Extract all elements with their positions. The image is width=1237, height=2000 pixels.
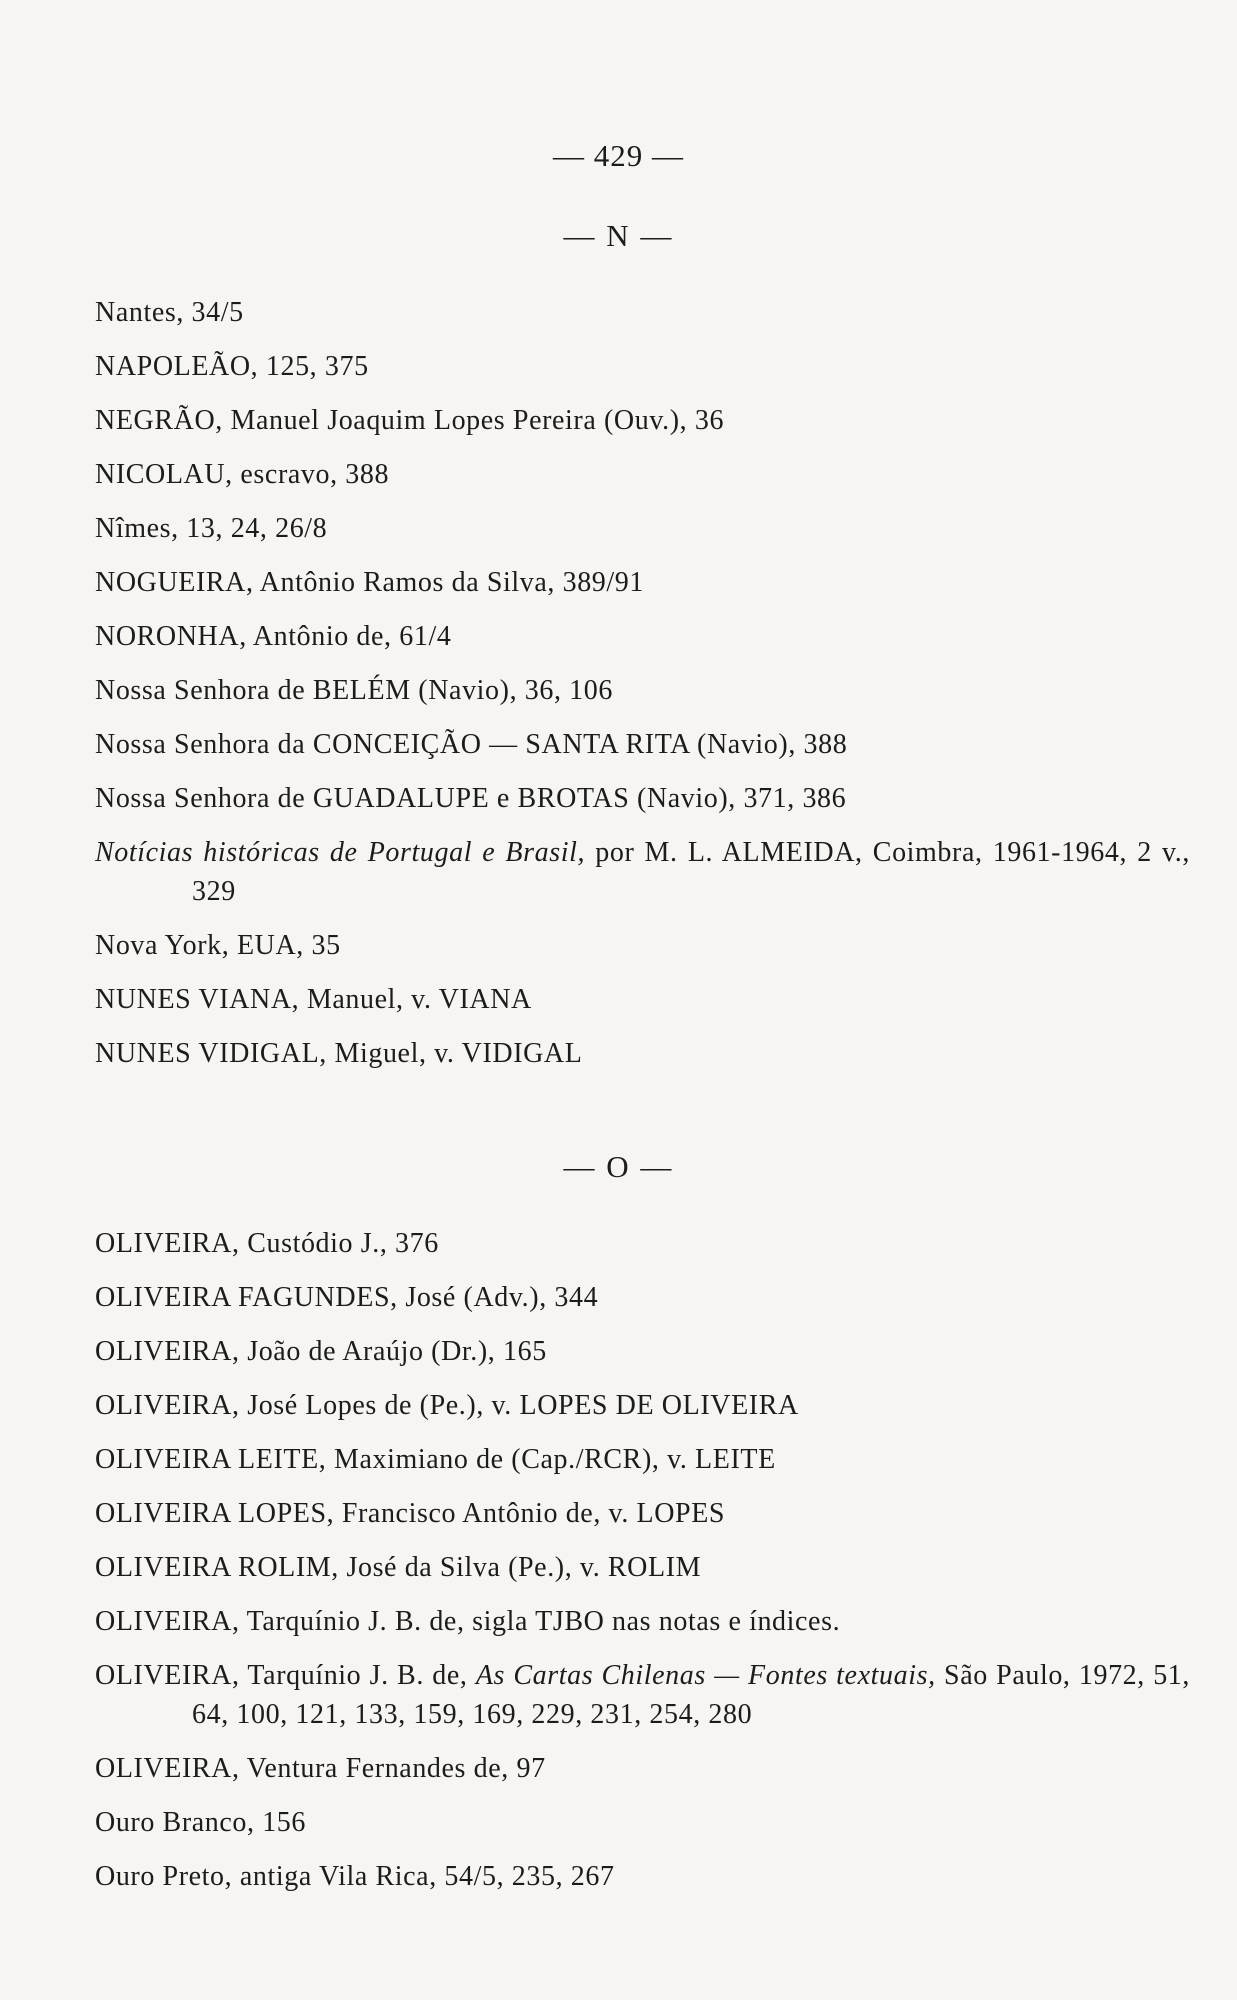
index-entry (95, 1548, 1190, 1587)
entry-text: OLIVEIRA, João de Araújo (Dr.), 165 (95, 1336, 547, 1367)
entry-text: NORONHA, Antônio de, 61/4 (95, 621, 452, 652)
index-list-n (95, 293, 1190, 1088)
entry-text: Ouro Branco, 156 (95, 1807, 307, 1838)
entry-text: Nîmes, 13, 24, 26/8 (95, 513, 328, 544)
index-entry (95, 1803, 1190, 1842)
entry-text: Nossa Senhora da CONCEIÇÃO — SANTA RITA (Navio), 388 (95, 729, 848, 760)
index-entry (95, 617, 1190, 656)
entry-title-italic: As Cartas Chilenas — Fontes textuais, (475, 1660, 936, 1691)
index-entry (95, 401, 1190, 440)
entry-text: OLIVEIRA LOPES, Francisco Antônio de, v. LOPES (95, 1498, 726, 1529)
entry-text: por M. L. ALMEIDA, Coimbra, 1961-1964, 2 v., 329 (192, 837, 1190, 907)
index-entry (95, 980, 1190, 1019)
index-entry (95, 779, 1190, 818)
index-entry (95, 293, 1190, 332)
entry-text: NUNES VIANA, Manuel, v. VIANA (95, 984, 532, 1015)
index-entry (95, 1749, 1190, 1788)
entry-text: Nantes, 34/5 (95, 297, 244, 328)
entry-text: OLIVEIRA FAGUNDES, José (Adv.), 344 (95, 1282, 599, 1313)
entry-text: NEGRÃO, Manuel Joaquim Lopes Pereira (Ouv.), 36 (95, 405, 725, 436)
page-number: — 429 — (553, 138, 684, 173)
section-heading-o: — O — (563, 1149, 674, 1184)
index-entry (95, 833, 1190, 911)
entry-text: Nossa Senhora de GUADALUPE e BROTAS (Navio), 371, 386 (95, 783, 847, 814)
entry-text: OLIVEIRA, Custódio J., 376 (95, 1228, 439, 1259)
entry-text: OLIVEIRA, Tarquínio J. B. de, (95, 1660, 476, 1691)
index-entry (95, 1494, 1190, 1533)
entry-text: Ouro Preto, antiga Vila Rica, 54/5, 235, 267 (95, 1861, 615, 1892)
entry-text: Nossa Senhora de BELÉM (Navio), 36, 106 (95, 675, 613, 706)
index-entry (95, 1602, 1190, 1641)
index-entry (95, 563, 1190, 602)
index-entry (95, 1034, 1190, 1073)
entry-text: São Paulo, 1972, 51, 64, 100, 121, 133, 159, 169, 229, 231, 254, 280 (192, 1660, 1190, 1730)
index-entry (95, 1857, 1190, 1896)
section-heading-n: — N — (563, 218, 674, 253)
index-entry (95, 1332, 1190, 1371)
index-entry (95, 1224, 1190, 1263)
index-entry (95, 1440, 1190, 1479)
entry-text: OLIVEIRA LEITE, Maximiano de (Cap./RCR), v. LEITE (95, 1444, 776, 1475)
entry-text: NOGUEIRA, Antônio Ramos da Silva, 389/91 (95, 567, 644, 598)
entry-text: OLIVEIRA, José Lopes de (Pe.), v. LOPES DE OLIVEIRA (95, 1390, 799, 1421)
index-entry (95, 1386, 1190, 1425)
index-entry (95, 671, 1190, 710)
index-entry (95, 509, 1190, 548)
index-entry (95, 1278, 1190, 1317)
entry-text: Nova York, EUA, 35 (95, 930, 341, 961)
index-entry (95, 347, 1190, 386)
index-entry (95, 1656, 1190, 1734)
entry-text: NAPOLEÃO, 125, 375 (95, 351, 369, 382)
index-entry (95, 455, 1190, 494)
entry-text: OLIVEIRA ROLIM, José da Silva (Pe.), v. ROLIM (95, 1552, 702, 1583)
index-entry (95, 926, 1190, 965)
entry-text: NICOLAU, escravo, 388 (95, 459, 390, 490)
index-entry (95, 725, 1190, 764)
entry-text: OLIVEIRA, Ventura Fernandes de, 97 (95, 1753, 546, 1784)
entry-title-italic: Notícias históricas de Portugal e Brasil, (95, 837, 586, 868)
index-list-o (95, 1224, 1190, 1911)
entry-text: OLIVEIRA, Tarquínio J. B. de, sigla TJBO nas notas e índices. (95, 1606, 841, 1637)
entry-text: NUNES VIDIGAL, Miguel, v. VIDIGAL (95, 1038, 583, 1069)
